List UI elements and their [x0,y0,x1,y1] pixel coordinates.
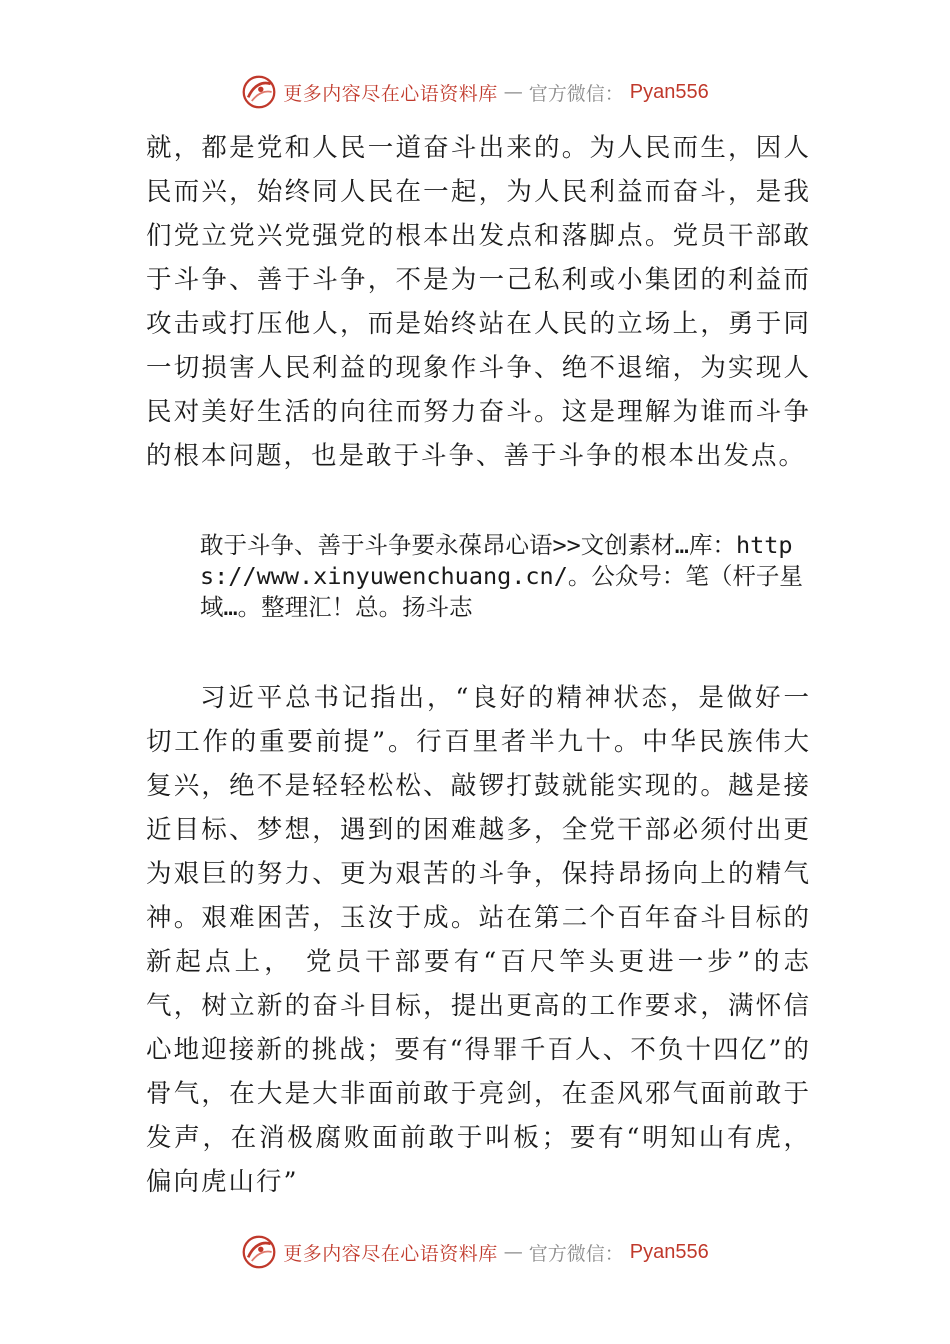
xinyu-logo-icon [241,1234,277,1270]
banner-wechat-label: 官方微信： [528,1242,624,1265]
watermark-note: 敢于斗争、善于斗争要永葆昂心语>>文创素材…库：https://www.xinyuwenchuang.cn/。公众号：笔（杆子星域…。整理汇！总。扬斗志 [200,531,803,621]
banner-wechat-id: Pyan556 [629,80,709,103]
banner-wechat-label: 官方微信： [528,82,624,105]
banner-title: 更多内容尽在心语资料库 [283,1242,498,1265]
header-banner [0,72,950,112]
xinyu-logo-icon [241,74,277,110]
banner-wechat-id: Pyan556 [629,1240,709,1263]
footer-banner [0,1232,950,1272]
body-paragraph-2: 习近平总书记指出，“良好的精神状态，是做好一切工作的重要前提”。行百里者半九十。中华民族伟大复兴，绝不是轻轻松松、敲锣打鼓就能实现的。越是接近目标、梦想，遇到的困难越多，全党干部必须付出更为艰巨的努力、更为艰苦的斗争，保持昂扬向上的精气神。艰难困苦，玉汝于成。站在第二个百年奋斗目标的新起点上， 党员干部要有“百尺竿头更进一步”的志气，树立新的奋斗目标，提出更高的工作要求，满怀信心地迎接新的挑战；要有“得罪千百人、不负十四亿”的骨气，在大是大非面前敢于亮剑，在歪风邪气面前敢于发声，在消极腐败面前敢于叫板；要有“明知山有虎，偏向虎山行” [146,683,811,1197]
banner-separator: — [503,81,523,103]
banner-title: 更多内容尽在心语资料库 [283,82,498,105]
body-paragraph-1: 就，都是党和人民一道奋斗出来的。为人民而生，因人民而兴，始终同人民在一起，为人民利益而奋斗，是我们党立党兴党强党的根本出发点和落脚点。党员干部敢于斗争、善于斗争，不是为一己私利或小集团的利益而攻击或打压他人，而是始终站在人民的立场上，勇于同一切损害人民利益的现象作斗争、绝不退缩，为实现人民对美好生活的向往而努力奋斗。这是理解为谁而斗争的根本问题，也是敢于斗争、善于斗争的根本出发点。 [146,133,811,471]
banner-separator: — [503,1241,523,1263]
